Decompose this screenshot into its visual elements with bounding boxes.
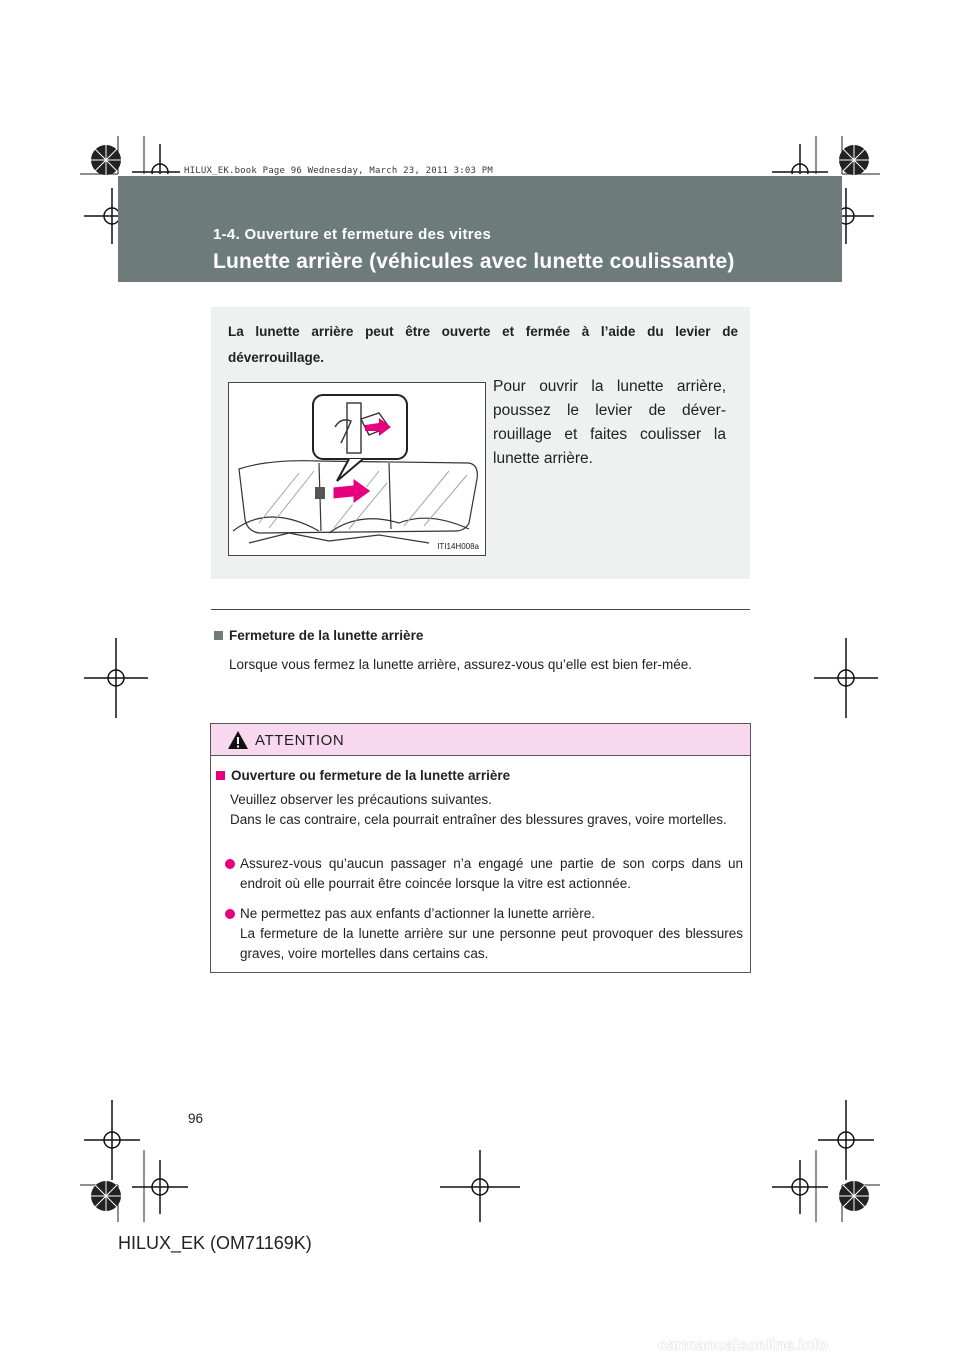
- attention-header: [211, 724, 750, 756]
- attention-bullet: [225, 904, 743, 964]
- attention-box: [210, 723, 751, 973]
- attention-text-1: Veuillez observer les précautions suivantes.: [230, 792, 492, 807]
- attention-bullet-text: La fermeture de la lunette arrière sur une personne peut provoquer des blessures graves, voire mortelles dans certains cas.: [240, 926, 743, 961]
- print-stamp: HILUX_EK.book Page 96 Wednesday, March 23, 2011 3:03 PM: [180, 166, 497, 176]
- circle-bullet-icon: [225, 909, 235, 919]
- attention-bullet-text: Assurez-vous qu’aucun passager n’a engagé une partie de son corps dans un endroit où elle pourrait être coincée lorsque la vitre est actionnée.: [240, 856, 743, 891]
- figure-instruction: Pour ouvrir la lunette arrière, poussez le levier de déver-rouillage et faites coulisser la lunette arrière.: [493, 378, 726, 467]
- figure-code: ITI14H008a: [437, 542, 479, 551]
- rear-window-illustration: [228, 382, 486, 556]
- square-bullet-icon: [216, 771, 225, 780]
- section-divider: [211, 609, 750, 610]
- attention-subheading: [216, 768, 510, 783]
- watermark: carmanualsonline.info: [658, 1337, 828, 1354]
- attention-text-2: Dans le cas contraire, cela pourrait entraîner des blessures graves, voire mortelles.: [230, 812, 727, 827]
- attention-text: [230, 790, 743, 830]
- attention-bullet: [225, 854, 743, 894]
- intro-box: [211, 307, 750, 579]
- attention-label: ATTENTION: [255, 732, 345, 749]
- square-bullet-icon: [214, 631, 223, 640]
- sunburst-marks: [91, 145, 869, 1211]
- attention-bullet-text: Ne permettez pas aux enfants d’actionner la lunette arrière.: [240, 906, 595, 921]
- note-heading-text: Fermeture de la lunette arrière: [229, 628, 424, 643]
- note-body: Lorsque vous fermez la lunette arrière, assurez-vous qu’elle est bien fer-mée.: [229, 657, 692, 672]
- page-number: 96: [188, 1111, 204, 1126]
- page-title: Lunette arrière (véhicules avec lunette coulissante): [213, 250, 735, 273]
- section-label: 1-4. Ouverture et fermeture des vitres: [213, 226, 492, 243]
- manual-code: HILUX_EK (OM71169K): [118, 1233, 312, 1253]
- attention-subheading-text: Ouverture ou fermeture de la lunette arrière: [231, 768, 511, 783]
- crosshair-marks: [84, 144, 878, 1222]
- note-heading: [214, 628, 423, 643]
- rear-window-drawing: [229, 383, 485, 555]
- warning-triangle-icon: [227, 730, 249, 750]
- circle-bullet-icon: [225, 859, 235, 869]
- intro-text: La lunette arrière peut être ouverte et fermée à l’aide du levier de déverrouillage.: [228, 324, 738, 365]
